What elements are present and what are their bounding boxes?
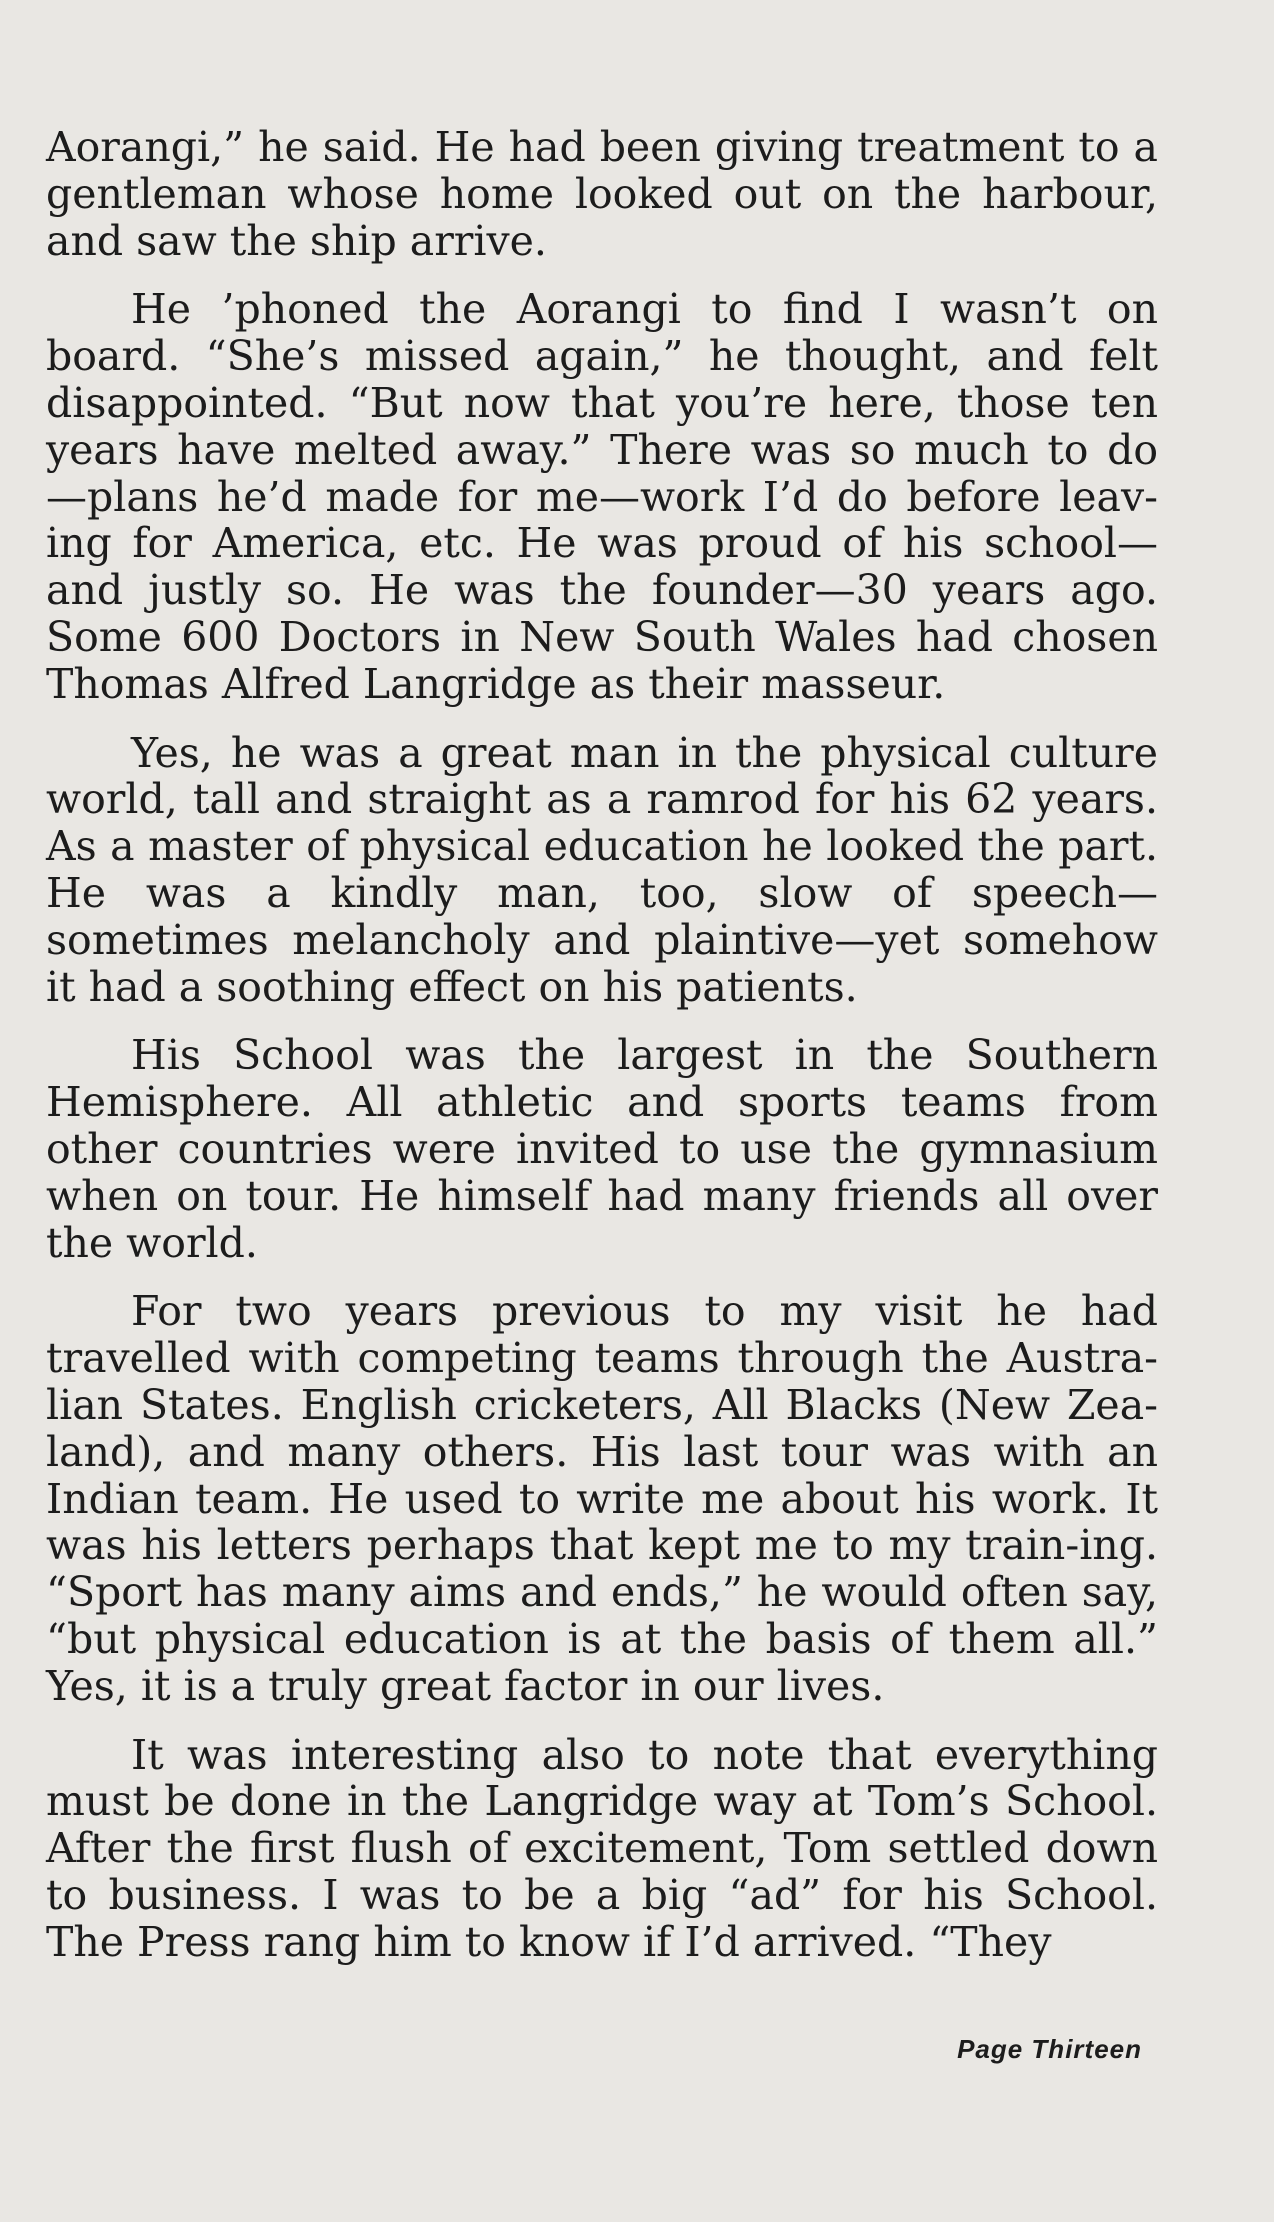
paragraph-5: For two years previous to my visit he had travelled with competing teams through the Austra-lian States. English cricketers, All Blacks (New Zea-land), and many others. His last tour was with an Indian team. He used to write me about his work. It was his letters perhaps that kept me to my train-ing. “Sport has many aims and ends,” he would often say, “but physical education is at the basis of them all.” Yes, it is a truly great factor in our lives. — [46, 1287, 1158, 1710]
paragraph-2: He ’phoned the Aorangi to find I wasn’t on board. “She’s missed again,” he thought, and felt disappointed. “But now that you’re here, those ten years have melted away.” There was so much to do —plans he’d made for me—work I’d do before leav-ing for America, etc. He was proud of his school— and justly so. He was the founder—30 years ago. Some 600 Doctors in New South Wales had chosen Thomas Alfred Langridge as their masseur. — [46, 285, 1158, 708]
page-number: Page Thirteen — [957, 2034, 1142, 2064]
paragraph-6: It was interesting also to note that everything must be done in the Langridge way at Tom’s School. After the first flush of excitement, Tom settled down to business. I was to be a big “ad” for his School. The Press rang him to know if I’d arrived. “They — [46, 1730, 1158, 1966]
paragraph-1: Aorangi,” he said. He had been giving treatment to a gentleman whose home looked out on the harbour, and saw the ship arrive. — [46, 123, 1158, 265]
body-text — [46, 124, 1158, 1987]
paragraph-4: His School was the largest in the Southern Hemisphere. All athletic and sports teams from other countries were invited to use the gymnasium when on tour. He himself had many friends all over the world. — [46, 1031, 1158, 1267]
paragraph-3: Yes, he was a great man in the physical culture world, tall and straight as a ramrod for his 62 years. As a master of physical education he looked the part. He was a kindly man, too, slow of speech—sometimes melancholy and plaintive—yet somehow it had a soothing effect on his patients. — [46, 728, 1158, 1011]
